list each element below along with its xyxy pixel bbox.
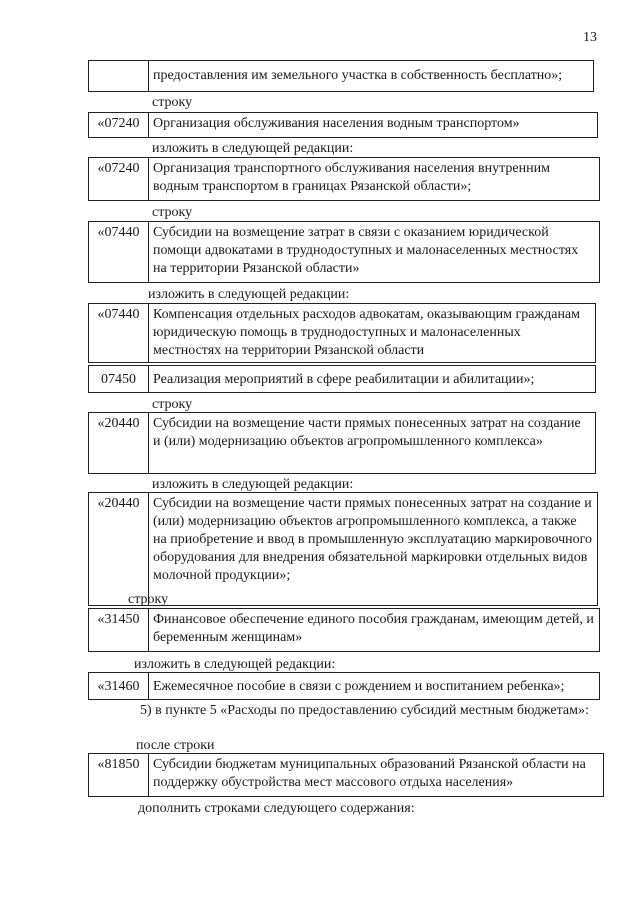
description-cell: Реализация мероприятий в сфере реабилитации и абилитации»; [153, 372, 535, 387]
description-cell: Субсидии бюджетам муниципальных образований Рязанской области на поддержку обустройства мест массового отдыха населения» [153, 757, 586, 790]
description-cell: предоставления им земельного участка в собственность бесплатно»; [153, 68, 563, 83]
page-number: 13 [583, 30, 597, 45]
code-cell: «07240 [89, 158, 149, 200]
description-cell: Организация транспортного обслуживания населения внутренним водным транспортом в границах Рязанской области»; [153, 161, 550, 194]
instruction-text: изложить в следующей редакции: [134, 657, 336, 672]
description-cell: Компенсация отдельных расходов адвокатам, оказывающим гражданам юридическую помощь в труднодоступных и малонаселенных местностях на территории Рязанской области [153, 307, 581, 358]
table-row [88, 492, 598, 606]
instruction-text: строку [152, 95, 193, 110]
code-cell: «81850 [89, 754, 149, 796]
instruction-text: дополнить строками следующего содержания: [138, 801, 415, 816]
table-row [88, 303, 596, 363]
instruction-text: строку [128, 592, 169, 607]
table-row [88, 608, 600, 652]
table-row [88, 412, 596, 474]
code-cell: 07450 [89, 366, 149, 392]
code-cell [89, 61, 149, 91]
instruction-text: после строки [136, 738, 215, 753]
code-cell: «07440 [89, 304, 149, 362]
description-cell: Субсидии на возмещение части прямых понесенных затрат на создание и (или) модернизацию объектов агропромышленного комплекса, а также на приобретение и ввод в промышленную эксплуатацию маркировочного оборудования для внедрения обязательной маркировки отдельных видов молочной продукции»; [153, 496, 593, 583]
code-cell: «07440 [89, 222, 149, 282]
instruction-text: изложить в следующей редакции: [152, 141, 354, 156]
description-cell: Субсидии на возмещение части прямых понесенных затрат на создание и (или) модернизацию объектов агропромышленного комплекса» [153, 416, 581, 449]
code-cell: «31460 [89, 673, 149, 699]
table-row [88, 60, 594, 92]
table-row [88, 157, 600, 201]
description-cell: Финансовое обеспечение единого пособия гражданам, имеющим детей, и беременным женщинам» [153, 612, 594, 645]
table-row [88, 672, 600, 700]
code-cell: «31450 [89, 609, 149, 651]
table-row [88, 221, 600, 283]
table-row [88, 112, 598, 138]
code-cell: «20440 [89, 413, 149, 473]
code-cell: «07240 [89, 113, 149, 137]
table-row [88, 365, 596, 393]
code-cell: «20440 [89, 493, 149, 605]
instruction-text: строку [152, 397, 193, 412]
paragraph-text: 5) в пункте 5 «Расходы по предоставлению субсидий местным бюджетам»: [140, 703, 589, 718]
description-cell: Ежемесячное пособие в связи с рождением и воспитанием ребенка»; [153, 679, 565, 694]
instruction-text: изложить в следующей редакции: [152, 477, 354, 492]
description-cell: Субсидии на возмещение затрат в связи с оказанием юридической помощи адвокатами в труднодоступных и малонаселенных местностях на территории Рязанской области» [153, 225, 579, 276]
instruction-text: строку [152, 205, 193, 220]
description-cell: Организация обслуживания населения водным транспортом» [153, 116, 520, 131]
table-row [88, 753, 604, 797]
instruction-text: изложить в следующей редакции: [148, 287, 350, 302]
